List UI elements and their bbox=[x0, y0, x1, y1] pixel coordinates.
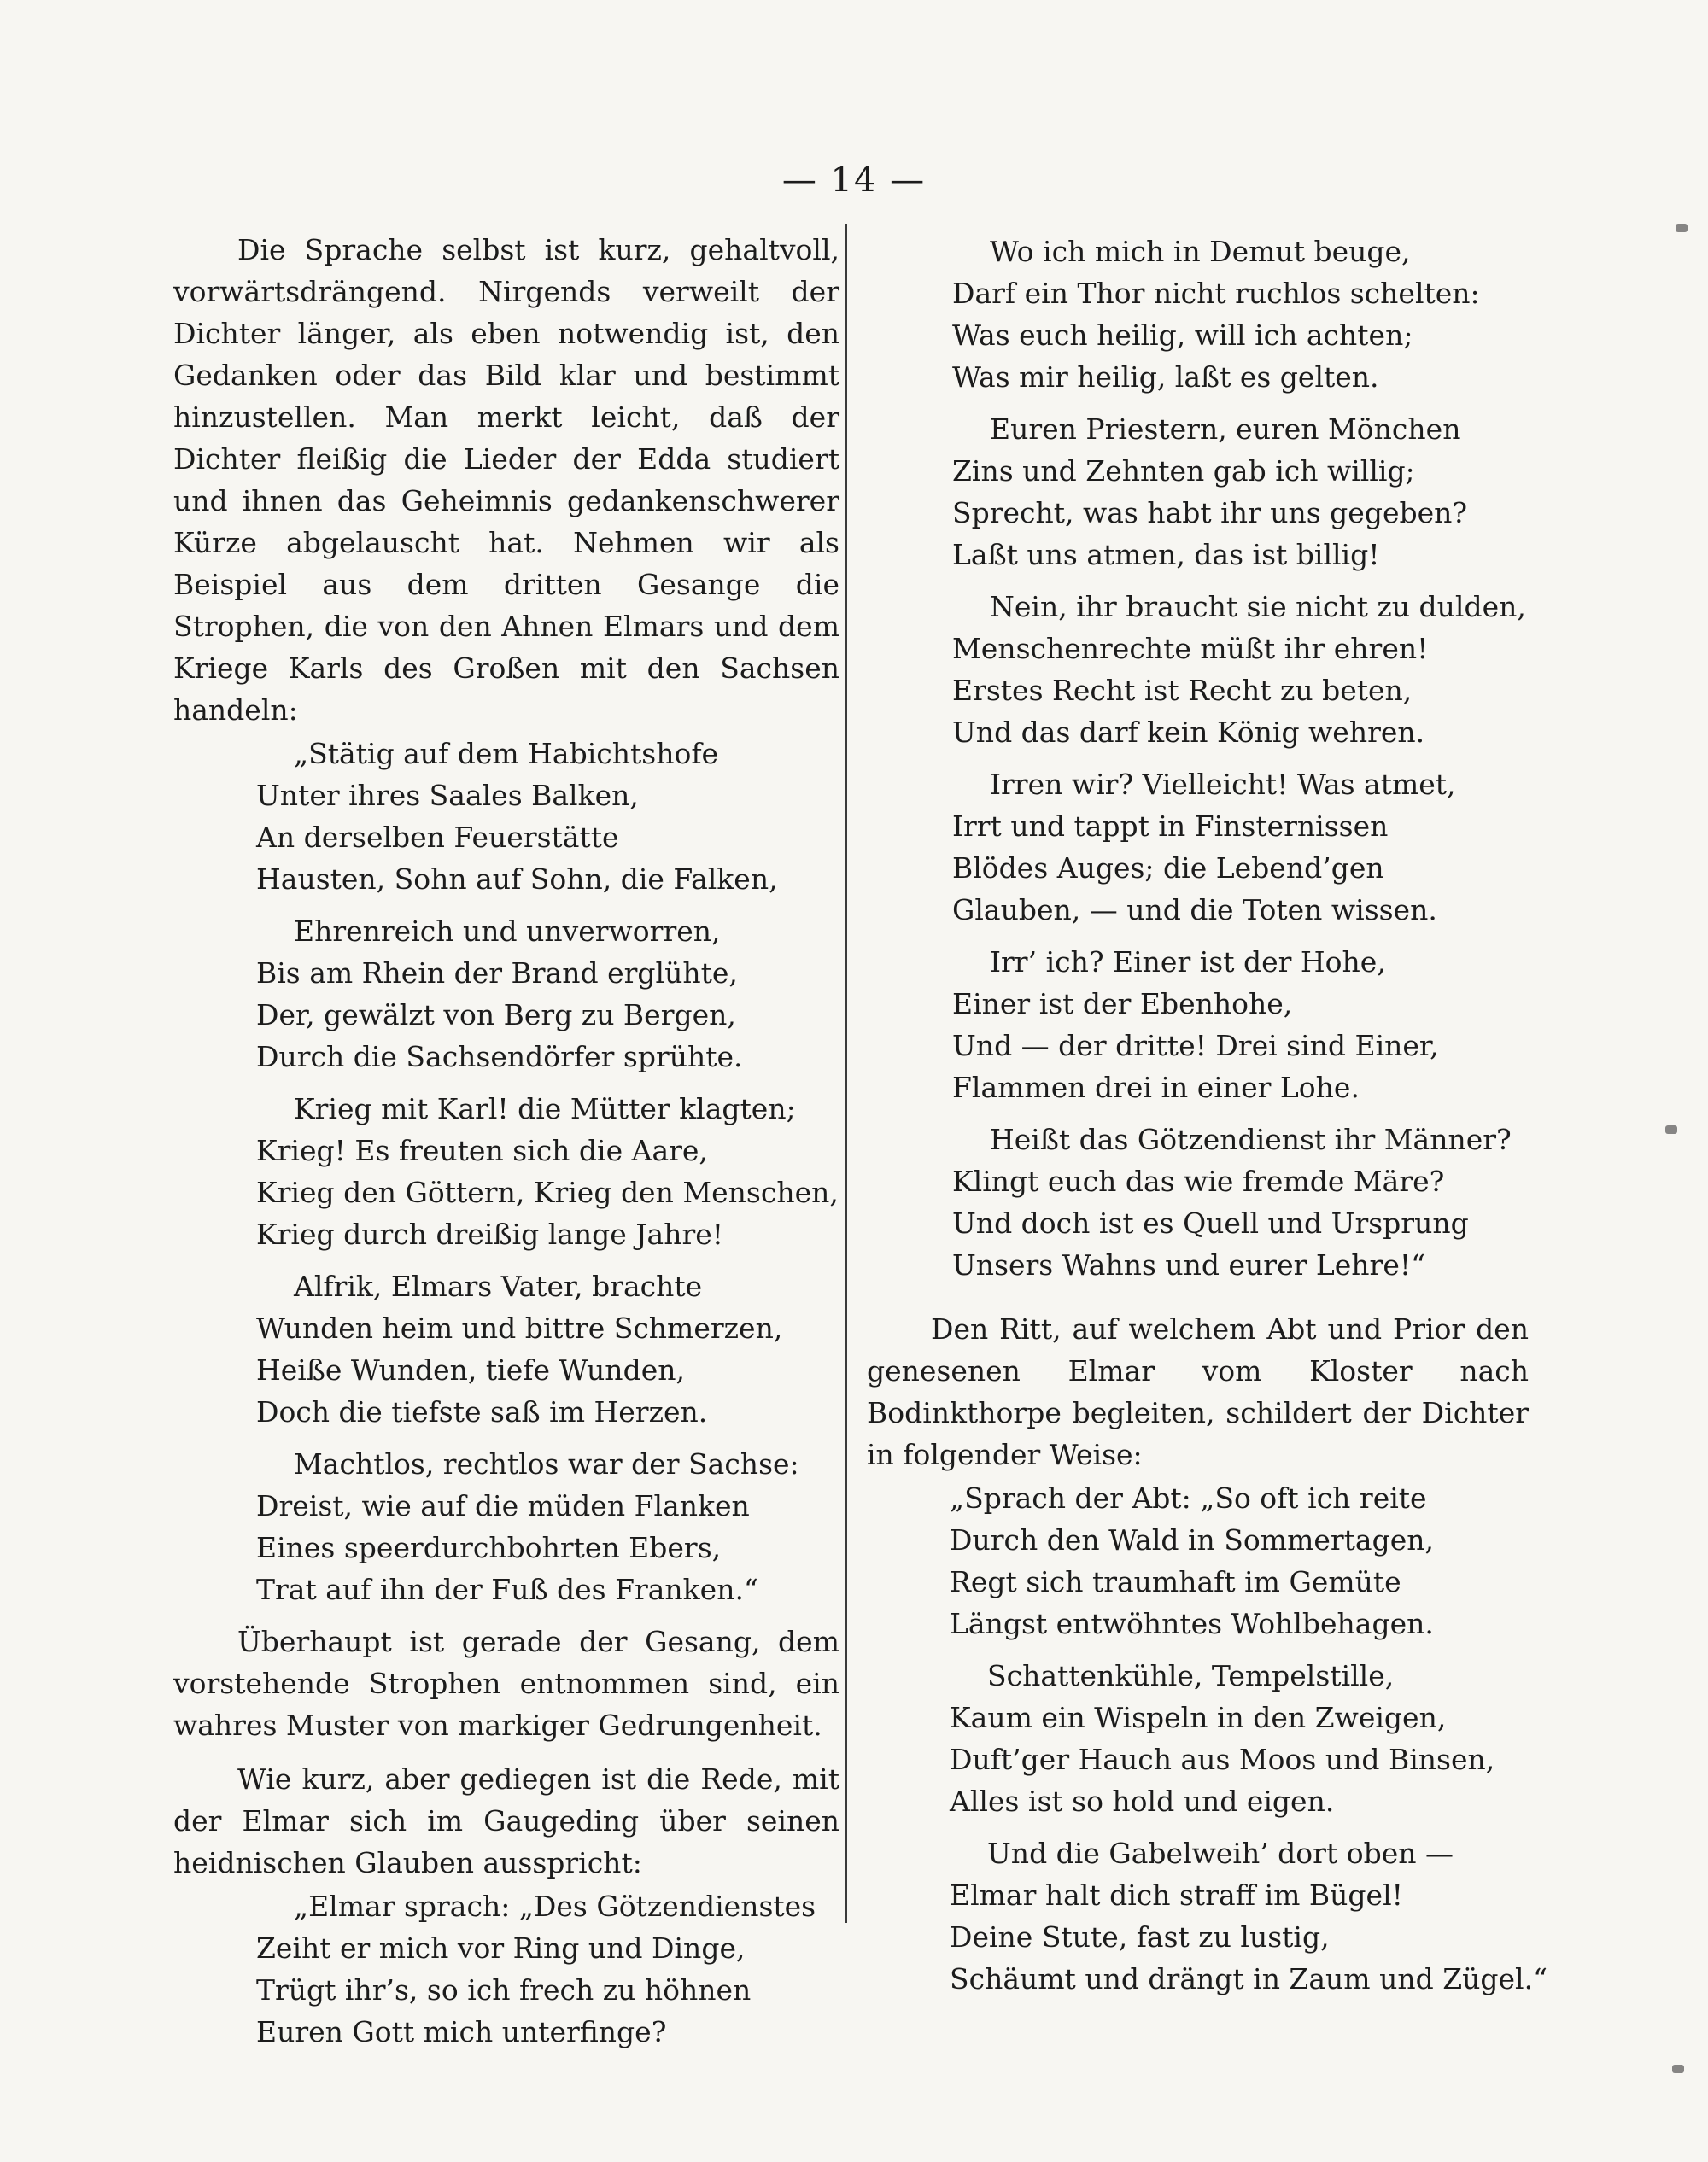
scan-speck bbox=[1676, 224, 1688, 232]
right-column bbox=[867, 229, 1547, 2010]
verse-line: Unter ihres Saales Balken, bbox=[256, 779, 639, 812]
verse-line: Nein, ihr braucht sie nicht zu dulden, bbox=[990, 590, 1526, 623]
poem-block bbox=[867, 231, 1529, 1286]
verse-line: Menschenrechte müßt ihr ehren! bbox=[952, 632, 1429, 665]
paragraph: Die Sprache selbst ist kurz, gehaltvoll, vorwärtsdrängend. Nirgends verweilt der Dichter länger, als eben notwendig ist, den Gedanken oder das Bild klar und bestimmt hinzustellen. Man merkt leicht, daß der Dichter fleißig die Lieder der Edda studiert und ihnen das Geheimnis gedankenschwerer Kürze abgelauscht hat. Nehmen wir als Beispiel aus dem dritten Gesange die Strophen, die von den Ahnen Elmars und dem Kriege Karls des Großen mit den Sachsen handeln: bbox=[173, 233, 839, 727]
verse-line: Krieg! Es freuten sich die Aare, bbox=[256, 1134, 708, 1167]
poem-block bbox=[173, 733, 839, 1610]
verse-line: Glauben, — und die Toten wissen. bbox=[952, 893, 1437, 926]
verse-line: Regt sich traumhaft im Gemüte bbox=[950, 1565, 1401, 1598]
stanza bbox=[952, 586, 1529, 753]
poem-block bbox=[173, 1885, 839, 2053]
verse-line: Und das darf kein König wehren. bbox=[952, 716, 1425, 749]
stanza bbox=[256, 1443, 839, 1610]
verse-line: Was euch heilig, will ich achten; bbox=[952, 318, 1413, 352]
verse-line: Dreist, wie auf die müden Flanken bbox=[256, 1489, 750, 1522]
paragraph: Überhaupt ist gerade der Gesang, dem vorstehende Strophen entnommen sind, ein wahres Muster von markiger Gedrungenheit. bbox=[173, 1625, 839, 1742]
page-number: — 14 — bbox=[781, 161, 927, 200]
poem-block bbox=[867, 1477, 1547, 2000]
verse-line: Blödes Auges; die Lebend’gen bbox=[952, 851, 1384, 885]
verse-line: Durch die Sachsendörfer sprühte. bbox=[256, 1040, 743, 1073]
paragraph-gap bbox=[867, 1296, 1529, 1308]
verse-line: Und — der dritte! Drei sind Einer, bbox=[952, 1029, 1439, 1062]
verse-line: Krieg den Göttern, Krieg den Menschen, bbox=[256, 1176, 839, 1209]
paragraph-gap bbox=[173, 1746, 839, 1758]
stanza bbox=[952, 941, 1529, 1108]
verse-line: Wo ich mich in Demut beuge, bbox=[990, 235, 1411, 268]
verse-line: Der, gewälzt von Berg zu Bergen, bbox=[256, 998, 736, 1031]
verse-line: Längst entwöhntes Wohlbehagen. bbox=[950, 1607, 1434, 1640]
stanza bbox=[256, 1885, 839, 2053]
verse-line: Zins und Zehnten gab ich willig; bbox=[952, 454, 1415, 488]
verse-line: „Stätig auf dem Habichtshofe bbox=[294, 737, 719, 770]
verse-line: Euren Gott mich unterfinge? bbox=[256, 2015, 667, 2048]
paragraph: Wie kurz, aber gediegen ist die Rede, mit der Elmar sich im Gaugeding über seinen heidnischen Glauben ausspricht: bbox=[173, 1762, 839, 1879]
verse-line: Alles ist so hold und eigen. bbox=[950, 1785, 1335, 1818]
verse-line: Wunden heim und bittre Schmerzen, bbox=[256, 1312, 783, 1345]
verse-line: Ehrenreich und unverworren, bbox=[294, 914, 721, 948]
verse-line: Krieg durch dreißig lange Jahre! bbox=[256, 1218, 724, 1251]
stanza bbox=[952, 408, 1529, 576]
stanza bbox=[256, 733, 839, 900]
verse-line: Irr’ ich? Einer ist der Hohe, bbox=[990, 945, 1386, 979]
verse-line: Erstes Recht ist Recht zu beten, bbox=[952, 674, 1413, 707]
verse-line: „Elmar sprach: „Des Götzendienstes bbox=[294, 1890, 816, 1923]
verse-line: Darf ein Thor nicht ruchlos schelten: bbox=[952, 277, 1480, 310]
verse-line: Doch die tiefste saß im Herzen. bbox=[256, 1395, 708, 1429]
scan-speck bbox=[1665, 1125, 1677, 1134]
verse-line: Durch den Wald in Sommertagen, bbox=[950, 1523, 1434, 1557]
stanza bbox=[950, 1477, 1529, 1645]
verse-line: Machtlos, rechtlos war der Sachse: bbox=[294, 1447, 799, 1481]
verse-line: Trat auf ihn der Fuß des Franken.“ bbox=[256, 1573, 758, 1606]
column-divider bbox=[845, 224, 847, 1923]
verse-line: Kaum ein Wispeln in den Zweigen, bbox=[950, 1701, 1447, 1734]
stanza bbox=[256, 1088, 839, 1255]
verse-line: An derselben Feuerstätte bbox=[256, 821, 619, 854]
stanza bbox=[952, 231, 1529, 398]
verse-line: Irrt und tappt in Finsternissen bbox=[952, 809, 1389, 843]
verse-line: „Sprach der Abt: „So oft ich reite bbox=[950, 1481, 1427, 1515]
left-column bbox=[173, 229, 839, 2063]
verse-line: Schattenkühle, Tempelstille, bbox=[987, 1659, 1395, 1692]
verse-line: Trügt ihr’s, so ich frech zu höhnen bbox=[256, 1973, 752, 2007]
stanza bbox=[952, 763, 1529, 931]
scan-speck bbox=[1672, 2065, 1684, 2073]
verse-line: Zeiht er mich vor Ring und Dinge, bbox=[256, 1931, 746, 1965]
verse-line: Sprecht, was habt ihr uns gegeben? bbox=[952, 496, 1468, 529]
stanza bbox=[952, 1119, 1529, 1286]
verse-line: Deine Stute, fast zu lustig, bbox=[950, 1920, 1330, 1954]
verse-line: Klingt euch das wie fremde Märe? bbox=[952, 1165, 1445, 1198]
verse-line: Flammen drei in einer Lohe. bbox=[952, 1071, 1360, 1104]
verse-line: Alfrik, Elmars Vater, brachte bbox=[294, 1270, 703, 1303]
verse-line: Schäumt und drängt in Zaum und Zügel.“ bbox=[950, 1962, 1547, 1995]
verse-line: Elmar halt dich straff im Bügel! bbox=[950, 1879, 1403, 1912]
verse-line: Und die Gabelweih’ dort oben — bbox=[987, 1837, 1454, 1870]
verse-line: Und doch ist es Quell und Ursprung bbox=[952, 1207, 1469, 1240]
verse-line: Hausten, Sohn auf Sohn, die Falken, bbox=[256, 862, 778, 896]
verse-line: Laßt uns atmen, das ist billig! bbox=[952, 538, 1380, 571]
stanza bbox=[950, 1832, 1547, 2000]
verse-line: Was mir heilig, laßt es gelten. bbox=[952, 360, 1379, 394]
verse-line: Euren Priestern, euren Mönchen bbox=[990, 412, 1461, 446]
stanza bbox=[256, 1265, 839, 1433]
paragraph: Den Ritt, auf welchem Abt und Prior den genesenen Elmar vom Kloster nach Bodinkthorpe begleiten, schildert der Dichter in folgender Weise: bbox=[867, 1312, 1529, 1471]
verse-line: Irren wir? Vielleicht! Was atmet, bbox=[990, 768, 1456, 801]
stanza bbox=[256, 910, 839, 1078]
stanza bbox=[950, 1655, 1529, 1822]
verse-line: Heißt das Götzendienst ihr Männer? bbox=[990, 1123, 1512, 1156]
verse-line: Einer ist der Ebenhohe, bbox=[952, 987, 1293, 1020]
verse-line: Krieg mit Karl! die Mütter klagten; bbox=[294, 1092, 796, 1125]
verse-line: Unsers Wahns und eurer Lehre!“ bbox=[952, 1248, 1425, 1282]
verse-line: Heiße Wunden, tiefe Wunden, bbox=[256, 1353, 685, 1387]
verse-line: Duft’ger Hauch aus Moos und Binsen, bbox=[950, 1743, 1495, 1776]
verse-line: Bis am Rhein der Brand erglühte, bbox=[256, 956, 738, 990]
verse-line: Eines speerdurchbohrten Ebers, bbox=[256, 1531, 722, 1564]
